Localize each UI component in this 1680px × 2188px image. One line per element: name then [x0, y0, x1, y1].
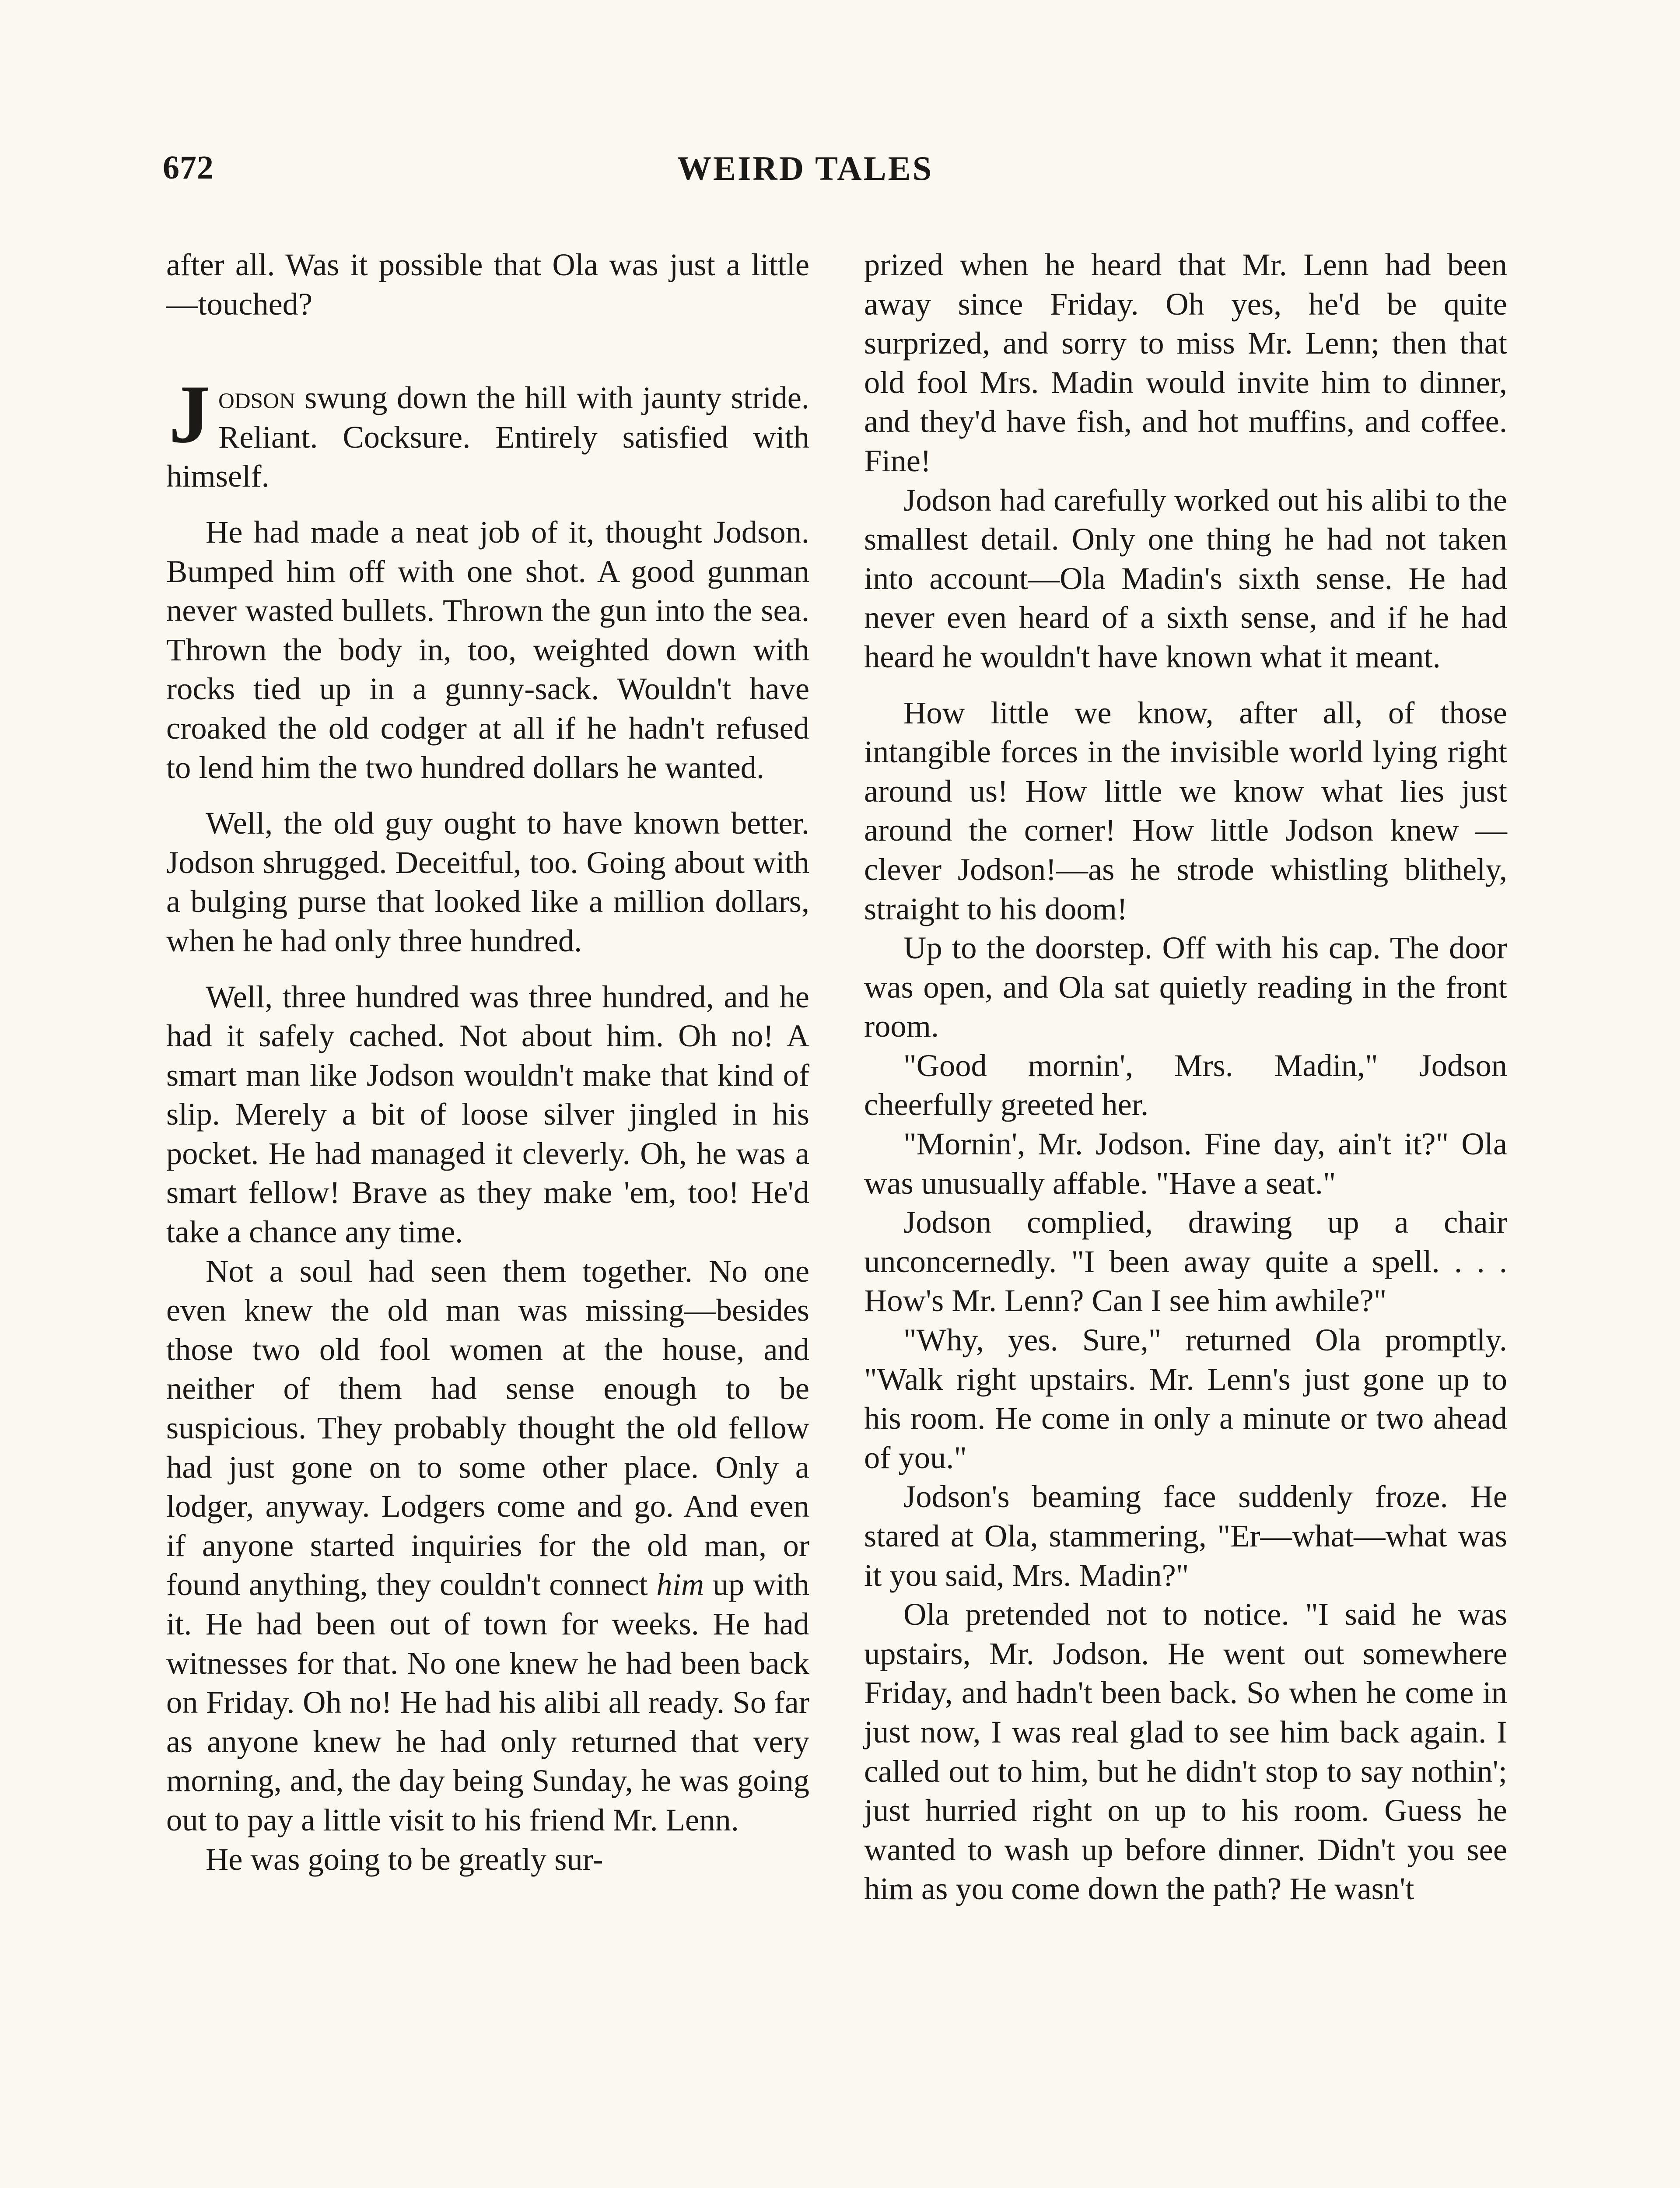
paragraph: "Good mornin', Mrs. Madin," Jodson cheerfully greeted her. — [864, 1047, 1507, 1122]
drop-cap: J — [169, 368, 210, 461]
paragraph: Jodson complied, drawing up a chair unconcernedly. "I been away quite a spell. . . . How's Mr. Lenn? Can I see him awhile?" — [864, 1204, 1507, 1318]
paragraph: Well, the old guy ought to have known better. Jodson shrugged. Deceitful, too. Going about with a bulging purse that looked like a million dollars, when he had only three hundred. — [166, 805, 809, 958]
paragraph: Ola pretended not to notice. "I said he was upstairs, Mr. Jodson. He went out somewhere Friday, and hadn't been back. So when he come in just now, I was real glad to see him back again. I called out to him, but he didn't stop to say nothin'; just hurried right on up to his room. Guess he wanted to wash up before dinner. Didn't you see him as you come down the path? He wasn't — [864, 1596, 1507, 1907]
paragraph: Jodson's beaming face suddenly froze. He stared at Ola, stammering, "Er—what—what was it you said, Mrs. Madin?" — [864, 1479, 1507, 1593]
paragraph: Well, three hundred was three hundred, and he had it safely cached. Not about him. Oh no! A smart man like Jodson wouldn't make that kind of slip. Merely a bit of loose silver jingled in his pocket. He had managed it cleverly. Oh, he was a smart fellow! Brave as they make 'em, too! He'd take a chance any time. — [166, 978, 809, 1250]
page-number: 672 — [163, 149, 214, 186]
paragraph: He was going to be greatly sur- — [206, 1841, 603, 1877]
paragraph: How little we know, after all, of those intangible forces in the invisible world lying right around us! How little we know what lies just around the corner! How little Jodson knew —clever Jodson!—as he strode whistling blithely, straight to his doom! — [864, 694, 1507, 926]
paragraph: after all. Was it possible that Ola was just a little—touched? — [166, 247, 809, 322]
italic-word: him — [656, 1567, 704, 1602]
paragraph — [166, 1252, 809, 1840]
magazine-title: WEIRD TALES — [677, 149, 934, 187]
paragraph-dropcap — [166, 368, 809, 496]
paragraph-text: up with it. He had been out of town for weeks. He had witnesses for that. No one knew he had been back on Friday. Oh no! He had his alibi all ready. So far as anyone knew he had only returned that very morning, and, the day being Sunday, he was going out to pay a little visit to his friend Mr. Lenn. — [166, 1567, 809, 1837]
paragraph-text: Not a soul had seen them together. No one even knew the old man was missing—besides those two old fool women at the house, and neither of them had sense enough to be suspicious. They probably thought the old fellow had just gone on to some other place. Only a lodger, anyway. Lodgers come and go. And even if anyone started inquiries for the old man, or found anything, they couldn't connect — [166, 1253, 809, 1602]
small-caps-word: odson — [218, 380, 295, 416]
page-header — [163, 149, 1519, 197]
paragraph: prized when he heard that Mr. Lenn had been away since Friday. Oh yes, he'd be quite surprized, and sorry to miss Mr. Lenn; then that old fool Mrs. Madin would invite him to dinner, and they'd have fish, and hot muffins, and coffee. Fine! — [864, 247, 1507, 478]
paragraph: "Mornin', Mr. Jodson. Fine day, ain't it?" Ola was unusually affable. "Have a seat." — [864, 1126, 1507, 1201]
paragraph: Up to the doorstep. Off with his cap. The door was open, and Ola sat quietly reading in the front room. — [864, 930, 1507, 1044]
right-column — [864, 245, 1507, 1908]
paragraph: "Why, yes. Sure," returned Ola promptly. "Walk right upstairs. Mr. Lenn's just gone up to his room. He come in only a minute or two ahead of you." — [864, 1322, 1507, 1475]
left-column — [166, 245, 809, 1879]
paragraph: Jodson had carefully worked out his alibi to the smallest detail. Only one thing he had not taken into account—Ola Madin's sixth sense. He had never even heard of a sixth sense, and if he had heard he wouldn't have known what it meant. — [864, 482, 1507, 674]
paragraph-text: swung down the hill with jaunty stride. Reliant. Cocksure. Entirely satisfied with himself. — [166, 380, 809, 494]
paragraph: He had made a neat job of it, thought Jodson. Bumped him off with one shot. A good gunman never wasted bullets. Thrown the gun into the sea. Thrown the body in, too, weighted down with rocks tied up in a gunny-sack. Wouldn't have croaked the old codger at all if he hadn't refused to lend him the two hundred dollars he wanted. — [166, 514, 809, 785]
